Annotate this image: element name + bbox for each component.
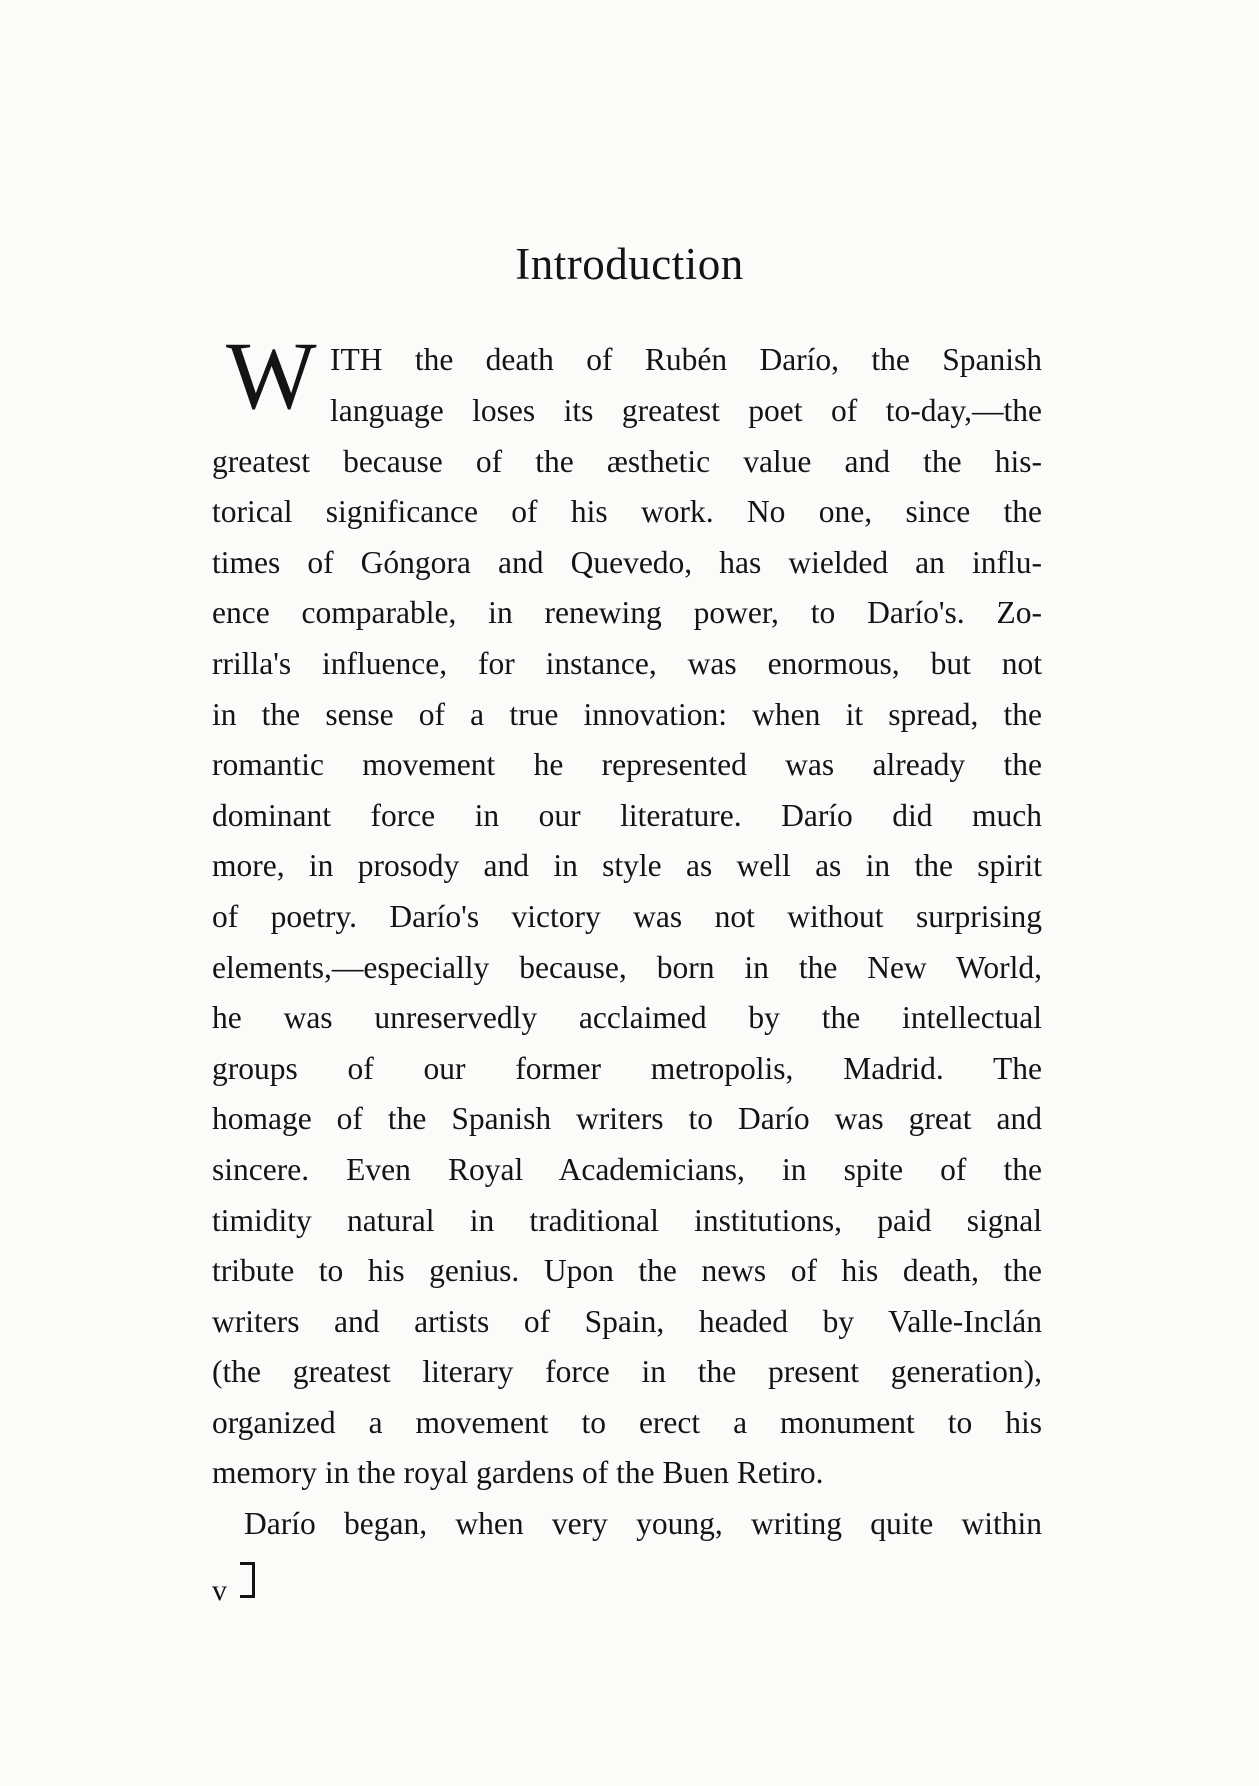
page-bracket: [240, 1562, 255, 1598]
text-line: tribute to his genius. Upon the news of his death, the: [212, 1253, 1042, 1289]
first-line: [330, 335, 1042, 386]
text-line: writers and artists of Spain, headed by Valle-Inclán: [212, 1303, 1042, 1339]
text-line: in the sense of a true innovation: when it spread, the: [212, 696, 1042, 732]
text-line: language loses its greatest poet of to-day,—the: [330, 393, 1042, 428]
text-line: timidity natural in traditional institutions, paid signal: [212, 1202, 1042, 1238]
text-line: of poetry. Darío's victory was not without surprising: [212, 898, 1042, 934]
text-line: elements,—especially because, born in the New World,: [212, 949, 1042, 985]
text-line: he was unreservedly acclaimed by the intellectual: [212, 1000, 1042, 1036]
text-line: (the greatest literary force in the present generation),: [212, 1354, 1042, 1390]
text-line: more, in prosody and in style as well as in the spirit: [212, 848, 1042, 884]
text-line: Darío began, when very young, writing quite within: [244, 1506, 1042, 1542]
page-title: Introduction: [515, 239, 744, 289]
text-line: times of Góngora and Quevedo, has wielded an influ-: [212, 544, 1042, 580]
body-text: [212, 386, 1042, 1550]
text-line: torical significance of his work. No one, since the: [212, 494, 1042, 530]
text-line: homage of the Spanish writers to Darío was great and: [212, 1101, 1042, 1137]
text-line: organized a movement to erect a monument to his: [212, 1404, 1042, 1440]
text-line: dominant force in our literature. Darío did much: [212, 797, 1042, 833]
drop-cap: W: [226, 322, 311, 429]
text-line: rrilla's influence, for instance, was enormous, but not: [212, 645, 1042, 681]
page-number: v: [212, 1574, 227, 1607]
text-line: ence comparable, in renewing power, to Darío's. Zo-: [212, 595, 1042, 631]
text-line: ITH the death of Rubén Darío, the Spanish: [330, 342, 1042, 377]
text-line: groups of our former metropolis, Madrid. The: [212, 1050, 1042, 1086]
text-line: memory in the royal gardens of the Buen Retiro.: [212, 1455, 824, 1491]
text-line: greatest because of the æsthetic value and the his-: [212, 443, 1042, 479]
text-line: sincere. Even Royal Academicians, in spite of the: [212, 1151, 1042, 1187]
text-line: romantic movement he represented was already the: [212, 747, 1042, 783]
